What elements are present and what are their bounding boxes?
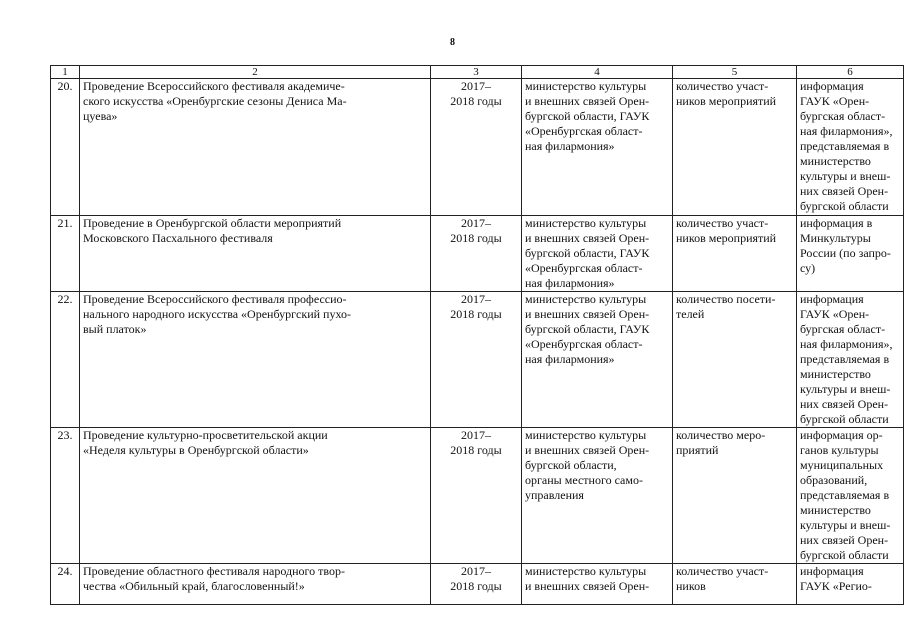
- indicator: количество участ- ников мероприятий: [673, 216, 797, 292]
- info-source: информация в Минкультуры России (по запро- су): [797, 216, 904, 292]
- indicator: количество посети- телей: [673, 292, 797, 428]
- table-row: [51, 428, 904, 564]
- row-number: 20.: [51, 79, 80, 216]
- column-header-1: 1: [51, 66, 80, 79]
- row-number: 23.: [51, 428, 80, 564]
- period: 2017– 2018 годы: [431, 79, 522, 216]
- table-row: [51, 292, 904, 428]
- event-name: Проведение областного фестиваля народного твор- чества «Обильный край, благословенный!»: [80, 564, 431, 605]
- table-row: [51, 564, 904, 605]
- indicator: количество меро- приятий: [673, 428, 797, 564]
- period: 2017– 2018 годы: [431, 564, 522, 605]
- indicator: количество участ- ников мероприятий: [673, 79, 797, 216]
- plan-table: [50, 65, 904, 605]
- executor: министерство культуры и внешних связей Орен- бургской области, ГАУК «Оренбургская област- ная филармония»: [522, 292, 673, 428]
- column-header-4: 4: [522, 66, 673, 79]
- indicator: количество участ- ников: [673, 564, 797, 605]
- row-number: 21.: [51, 216, 80, 292]
- executor: министерство культуры и внешних связей Орен-: [522, 564, 673, 605]
- executor: министерство культуры и внешних связей Орен- бургской области, органы местного само- управления: [522, 428, 673, 564]
- row-number: 22.: [51, 292, 80, 428]
- event-name: Проведение Всероссийского фестиваля академиче- ского искусства «Оренбургские сезоны Дениса Ма- цуева»: [80, 79, 431, 216]
- table-row: [51, 79, 904, 216]
- event-name: Проведение Всероссийского фестиваля профессио- нального народного искусства «Оренбургский пухо- вый платок»: [80, 292, 431, 428]
- column-header-3: 3: [431, 66, 522, 79]
- info-source: информация ГАУК «Орен- бургская област- ная филармония», представляемая в министерство культуры и внеш- них связей Орен- бургской области: [797, 79, 904, 216]
- info-source: информация ГАУК «Орен- бургская област- ная филармония», представляемая в министерство культуры и внеш- них связей Орен- бургской области: [797, 292, 904, 428]
- period: 2017– 2018 годы: [431, 216, 522, 292]
- page-number: 8: [450, 37, 455, 48]
- info-source: информация ГАУК «Регио-: [797, 564, 904, 605]
- row-number: 24.: [51, 564, 80, 605]
- column-header-5: 5: [673, 66, 797, 79]
- event-name: Проведение культурно-просветительской акции «Неделя культуры в Оренбургской области»: [80, 428, 431, 564]
- event-name: Проведение в Оренбургской области мероприятий Московского Пасхального фестиваля: [80, 216, 431, 292]
- period: 2017– 2018 годы: [431, 292, 522, 428]
- executor: министерство культуры и внешних связей Орен- бургской области, ГАУК «Оренбургская област- ная филармония»: [522, 216, 673, 292]
- column-header-6: 6: [797, 66, 904, 79]
- column-number-row: [51, 66, 904, 79]
- info-source: информация ор- ганов культуры муниципальных образований, представляемая в министерство культуры и внеш- них связей Орен- бургской области: [797, 428, 904, 564]
- table-row: [51, 216, 904, 292]
- column-header-2: 2: [80, 66, 431, 79]
- period: 2017– 2018 годы: [431, 428, 522, 564]
- executor: министерство культуры и внешних связей Орен- бургской области, ГАУК «Оренбургская област- ная филармония»: [522, 79, 673, 216]
